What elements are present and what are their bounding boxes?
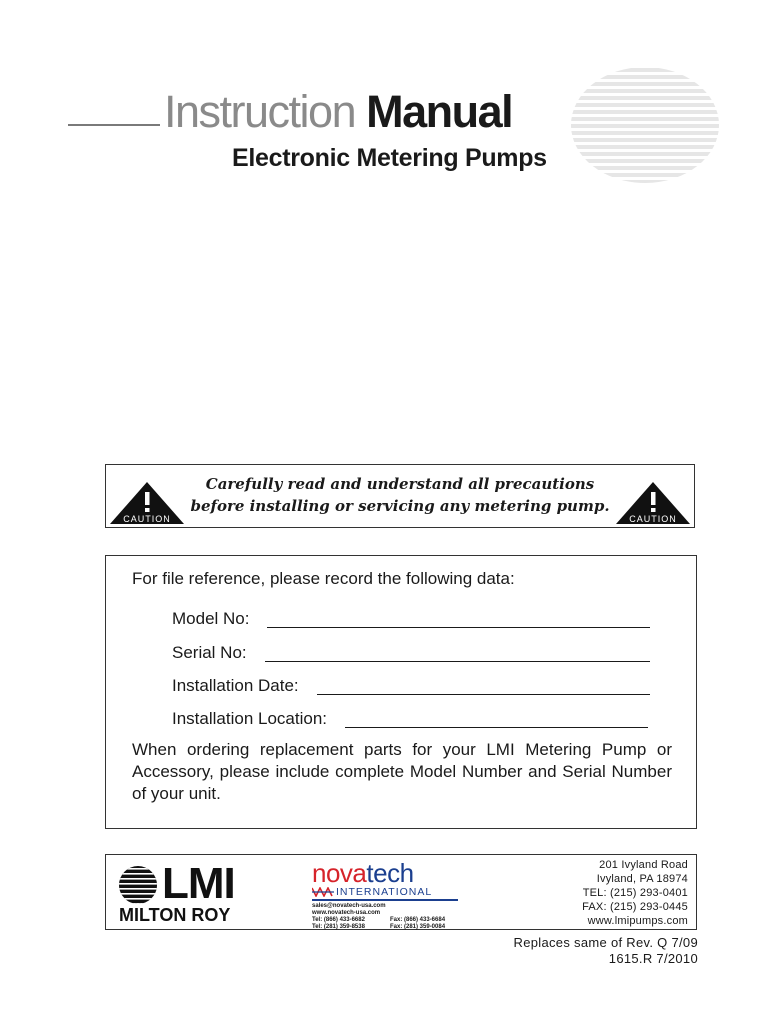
record-note: When ordering replacement parts for your LMI Metering Pump or Accessory, please include complete Model Number and Serial Number of your unit.: [132, 740, 672, 803]
novatech-web[interactable]: www.novatech-usa.com: [312, 910, 381, 916]
novatech-wordmark: [312, 859, 414, 887]
novatech-divider: [312, 899, 458, 901]
lmi-globe-stripe: [118, 888, 158, 890]
revision-replaces: Replaces same of Rev. Q 7/09: [513, 935, 698, 950]
globe-stripe: [570, 68, 720, 72]
serial-no-field[interactable]: [265, 661, 650, 662]
novatech-nova: nova: [312, 858, 367, 888]
globe-stripe: [570, 152, 720, 156]
lmi-globe-stripe: [118, 873, 158, 875]
revision-info: [514, 935, 698, 967]
globe-stripe: [570, 124, 720, 128]
novatech-mark-icon: [312, 887, 334, 897]
address-line-1: 201 Ivyland Road: [599, 859, 688, 871]
lmi-globe-stripe: [118, 893, 158, 895]
footer-box: [105, 854, 697, 930]
record-box: [105, 555, 697, 829]
lmi-globe-stripe: [118, 878, 158, 880]
serial-no-label: Serial No:: [172, 643, 247, 662]
globe-stripe: [570, 82, 720, 86]
installation-date-label: Installation Date:: [172, 676, 299, 695]
globe-stripe: [570, 89, 720, 93]
globe-stripe: [570, 117, 720, 121]
caution-icon: [109, 481, 185, 525]
lmi-globe-stripe: [118, 883, 158, 885]
lmi-wordmark: LMI: [162, 859, 235, 908]
caution-icon-label: CAUTION: [123, 514, 171, 524]
globe-stripe: [570, 166, 720, 170]
caution-icon: [615, 481, 691, 525]
address-line-2: Ivyland, PA 18974: [596, 873, 688, 885]
globe-stripe: [570, 110, 720, 114]
title-manual: Manual: [366, 86, 513, 137]
caution-line-2: before installing or servicing any metering pump.: [190, 497, 610, 515]
globe-stripe: [570, 75, 720, 79]
globe-stripe: [570, 96, 720, 100]
milton-roy-wordmark: MILTON ROY: [119, 905, 231, 925]
globe-stripe: [570, 173, 720, 177]
lmi-logo: [118, 859, 270, 926]
installation-date-row: [172, 673, 650, 697]
lmi-address: [582, 858, 688, 928]
model-no-field[interactable]: [267, 627, 650, 628]
novatech-logo: [312, 858, 462, 930]
novatech-tel-2: Tel: (281) 359-8538: [312, 924, 365, 930]
novatech-tech: tech: [366, 858, 414, 888]
installation-location-field[interactable]: [345, 727, 648, 728]
novatech-fax-1: Fax: (866) 433-6684: [390, 917, 446, 923]
title-rule: [68, 124, 160, 126]
address-tel: TEL: (215) 293-0401: [582, 887, 688, 899]
novatech-email[interactable]: sales@novatech-usa.com: [312, 903, 386, 909]
caution-icon-label: CAUTION: [629, 514, 677, 524]
revision-code: 1615.R 7/2010: [608, 951, 698, 966]
title-instruction: Instruction: [164, 86, 356, 137]
installation-date-field[interactable]: [317, 694, 650, 695]
caution-line-1: Carefully read and understand all precautions: [205, 475, 595, 493]
caution-box: [105, 464, 695, 528]
record-intro: For file reference, please record the following data:: [132, 569, 515, 588]
globe-stripe: [570, 103, 720, 107]
novatech-fax-2: Fax: (281) 359-0084: [390, 924, 446, 930]
installation-location-label: Installation Location:: [172, 709, 327, 728]
caution-text: [186, 473, 614, 517]
page-subtitle: Electronic Metering Pumps: [232, 144, 547, 172]
lmi-globe-stripe: [118, 868, 158, 870]
model-no-row: [172, 606, 650, 630]
page-title: [164, 84, 512, 140]
globe-stripe: [570, 145, 720, 149]
serial-no-row: [172, 640, 650, 664]
lmi-globe-icon: [118, 865, 158, 905]
globe-stripe: [570, 131, 720, 135]
striped-globe-graphic: [570, 66, 720, 184]
globe-stripe: [570, 138, 720, 142]
globe-stripe: [570, 159, 720, 163]
globe-stripe: [570, 180, 720, 184]
lmi-globe-stripe: [118, 898, 158, 900]
address-fax: FAX: (215) 293-0445: [582, 901, 688, 913]
novatech-international: INTERNATIONAL: [336, 886, 433, 898]
model-no-label: Model No:: [172, 609, 250, 628]
novatech-international-row: [312, 886, 432, 898]
address-web[interactable]: www.lmipumps.com: [587, 915, 688, 927]
novatech-tel-1: Tel: (866) 433-6682: [312, 917, 365, 923]
installation-location-row: [172, 706, 648, 730]
